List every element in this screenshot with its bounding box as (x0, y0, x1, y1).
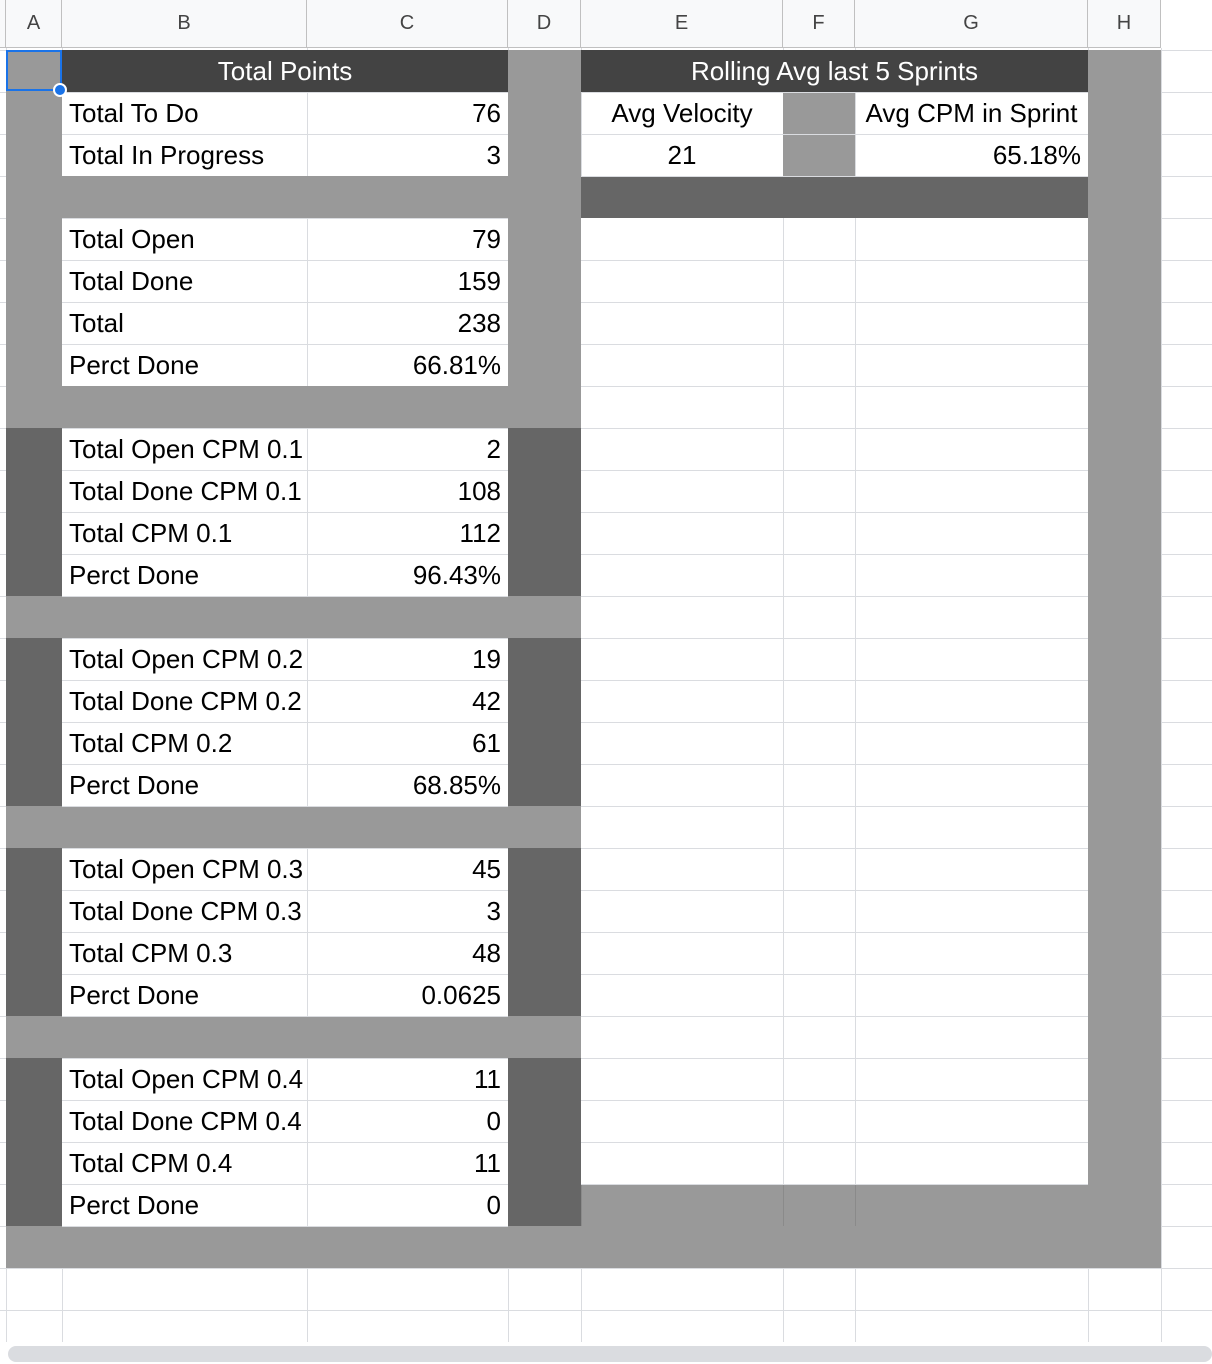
grid-line-vertical (307, 1058, 308, 1226)
cpm-group-side-left (6, 428, 62, 596)
grid-line-vertical (307, 218, 308, 386)
grid-line-horizontal (581, 1184, 1088, 1185)
column-header-e[interactable]: E (581, 0, 783, 48)
grid-line-horizontal (581, 512, 1088, 513)
grid-line-vertical (783, 1184, 784, 1226)
grid-line-horizontal (62, 1226, 508, 1227)
grid-line-horizontal (581, 764, 1088, 765)
cpm-value[interactable]: 48 (307, 932, 508, 974)
cpm-value[interactable]: 3 (307, 890, 508, 932)
grid-line-horizontal (581, 974, 1088, 975)
separator-row (6, 386, 581, 428)
separator-row (6, 1016, 581, 1058)
separator-row (6, 596, 581, 638)
horizontal-scrollbar[interactable] (8, 1346, 1212, 1362)
cpm-label[interactable]: Total Open CPM 0.1 (62, 428, 307, 470)
rolling-avg-header[interactable]: Rolling Avg last 5 Sprints (581, 50, 1088, 92)
cpm-value[interactable]: 112 (307, 512, 508, 554)
grid-line-vertical (307, 638, 308, 806)
cpm-group-side-right (508, 428, 581, 596)
grid-line-horizontal (62, 344, 508, 345)
grid-line-horizontal (581, 176, 1088, 177)
grid-line-horizontal (581, 806, 1088, 807)
avg-velocity-label[interactable]: Avg Velocity (581, 92, 783, 134)
grid-line-vertical (307, 92, 308, 176)
grid-line-horizontal (62, 260, 508, 261)
column-header-a[interactable]: A (6, 0, 62, 48)
avg-cpm-value[interactable]: 65.18% (855, 134, 1088, 176)
avg-velocity-value[interactable]: 21 (581, 134, 783, 176)
cpm-group-side-right (508, 848, 581, 1016)
grid-line-vertical (581, 92, 582, 176)
cpm-label[interactable]: Perct Done (62, 1184, 307, 1226)
cpm-label[interactable]: Total CPM 0.3 (62, 932, 307, 974)
grid-line-horizontal (62, 302, 508, 303)
cpm-label[interactable]: Total Open CPM 0.4 (62, 1058, 307, 1100)
grid-line-horizontal (581, 680, 1088, 681)
avg-cpm-label[interactable]: Avg CPM in Sprint (855, 92, 1088, 134)
cpm-label[interactable]: Total Done CPM 0.3 (62, 890, 307, 932)
grid-line-horizontal (62, 680, 508, 681)
cpm-label[interactable]: Perct Done (62, 974, 307, 1016)
frame-column-d (508, 50, 581, 428)
grid-line-horizontal (581, 1016, 1088, 1017)
totals-label[interactable]: Perct Done (62, 344, 307, 386)
grid-line-horizontal (62, 554, 508, 555)
total-points-header[interactable]: Total Points (62, 50, 508, 92)
cpm-value[interactable]: 19 (307, 638, 508, 680)
grid-line-horizontal (581, 848, 1088, 849)
separator-row (6, 806, 581, 848)
grid-line-horizontal (581, 638, 1088, 639)
grid-line-horizontal (581, 302, 1088, 303)
cpm-label[interactable]: Total Open CPM 0.3 (62, 848, 307, 890)
grid-line-horizontal (581, 386, 1088, 387)
grid-line-horizontal (62, 218, 508, 219)
totals-value[interactable]: 66.81% (307, 344, 508, 386)
cpm-value[interactable]: 68.85% (307, 764, 508, 806)
cpm-label[interactable]: Total CPM 0.1 (62, 512, 307, 554)
grid-line-vertical (307, 428, 308, 596)
grid-line-horizontal (62, 1142, 508, 1143)
cpm-label[interactable]: Total Done CPM 0.2 (62, 680, 307, 722)
fill-handle[interactable] (53, 83, 67, 97)
column-header-b[interactable]: B (62, 0, 307, 48)
cpm-group-side-right (508, 1058, 581, 1226)
grid-line-horizontal (581, 722, 1088, 723)
grid-line-horizontal (581, 932, 1088, 933)
grid-line-horizontal (62, 806, 508, 807)
grid-line-vertical (307, 848, 308, 1016)
cpm-label[interactable]: Total Done CPM 0.4 (62, 1100, 307, 1142)
grid-line-horizontal (0, 1310, 1212, 1311)
cpm-label[interactable]: Total CPM 0.2 (62, 722, 307, 764)
total-points-value[interactable]: 76 (307, 92, 508, 134)
frame-column-h (1088, 50, 1161, 1268)
grid-line-horizontal (62, 1100, 508, 1101)
total-points-value[interactable]: 3 (307, 134, 508, 176)
grid-line-horizontal (62, 974, 508, 975)
grid-line-vertical (855, 218, 856, 1184)
grid-line-vertical (783, 218, 784, 1184)
grid-line-horizontal (62, 1016, 508, 1017)
total-points-label[interactable]: Total To Do (62, 92, 307, 134)
column-header-h[interactable]: H (1088, 0, 1161, 48)
grid-line-horizontal (62, 1058, 508, 1059)
cpm-group-side-right (508, 638, 581, 806)
grid-line-horizontal (62, 596, 508, 597)
grid-line-horizontal (581, 470, 1088, 471)
grid-line-vertical (581, 1184, 582, 1226)
separator-row (6, 176, 581, 218)
cpm-label[interactable]: Perct Done (62, 764, 307, 806)
cpm-group-side-left (6, 848, 62, 1016)
grid-line-vertical (855, 1184, 856, 1226)
grid-line-horizontal (62, 764, 508, 765)
rolling-area (581, 50, 1088, 1184)
column-header-g[interactable]: G (855, 0, 1088, 48)
cpm-value[interactable]: 0 (307, 1184, 508, 1226)
column-header-d[interactable]: D (508, 0, 581, 48)
grid-line-vertical (1161, 48, 1162, 1342)
cpm-value[interactable]: 61 (307, 722, 508, 764)
column-header-f[interactable]: F (783, 0, 855, 48)
cpm-value[interactable]: 2 (307, 428, 508, 470)
cpm-value[interactable]: 42 (307, 680, 508, 722)
totals-label[interactable]: Total Done (62, 260, 307, 302)
rolling-bottom-frame (581, 1184, 1088, 1226)
totals-value[interactable]: 159 (307, 260, 508, 302)
cpm-label[interactable]: Total CPM 0.4 (62, 1142, 307, 1184)
totals-value[interactable]: 79 (307, 218, 508, 260)
cpm-value[interactable]: 0 (307, 1100, 508, 1142)
frame-column-a (6, 50, 62, 428)
grid-line-horizontal (581, 596, 1088, 597)
rolling-separator (581, 176, 1088, 218)
totals-label[interactable]: Total (62, 302, 307, 344)
grid-line-horizontal (62, 638, 508, 639)
cpm-value[interactable]: 11 (307, 1058, 508, 1100)
grid-line-horizontal (62, 848, 508, 849)
grid-line-horizontal (581, 1142, 1088, 1143)
grid-line-horizontal (62, 722, 508, 723)
cpm-group-side-left (6, 1058, 62, 1226)
cpm-label[interactable]: Total Done CPM 0.1 (62, 470, 307, 512)
column-header-c[interactable]: C (307, 0, 508, 48)
totals-label[interactable]: Total Open (62, 218, 307, 260)
cpm-value[interactable]: 0.0625 (307, 974, 508, 1016)
cpm-value[interactable]: 45 (307, 848, 508, 890)
grid-line-horizontal (581, 428, 1088, 429)
grid-line-horizontal (62, 932, 508, 933)
grid-line-vertical (855, 92, 856, 176)
bottom-frame (6, 1226, 1088, 1268)
grid-line-horizontal (62, 890, 508, 891)
cpm-value[interactable]: 96.43% (307, 554, 508, 596)
grid-line-horizontal (581, 1100, 1088, 1101)
grid-line-horizontal (581, 344, 1088, 345)
cpm-group-side-left (6, 638, 62, 806)
grid-line-horizontal (581, 134, 1088, 135)
cpm-label[interactable]: Total Open CPM 0.2 (62, 638, 307, 680)
grid-line-horizontal (581, 554, 1088, 555)
cpm-value[interactable]: 108 (307, 470, 508, 512)
grid-line-horizontal (581, 92, 1088, 93)
grid-line-horizontal (62, 92, 508, 93)
grid-line-horizontal (0, 1268, 1212, 1269)
grid-line-horizontal (62, 134, 508, 135)
totals-value[interactable]: 238 (307, 302, 508, 344)
grid-line-horizontal (62, 1184, 508, 1185)
grid-line-horizontal (581, 1058, 1088, 1059)
cpm-value[interactable]: 11 (307, 1142, 508, 1184)
grid-line-horizontal (581, 890, 1088, 891)
cpm-label[interactable]: Perct Done (62, 554, 307, 596)
grid-line-horizontal (62, 512, 508, 513)
grid-line-horizontal (62, 470, 508, 471)
total-points-label[interactable]: Total In Progress (62, 134, 307, 176)
grid-line-horizontal (581, 260, 1088, 261)
grid-line-horizontal (62, 428, 508, 429)
